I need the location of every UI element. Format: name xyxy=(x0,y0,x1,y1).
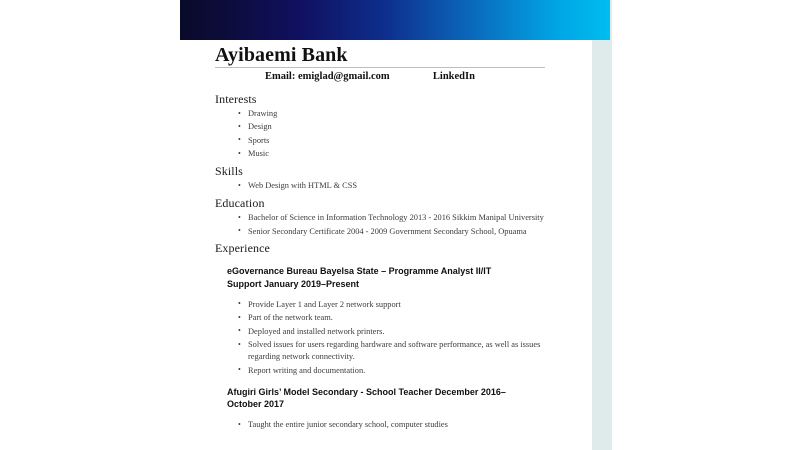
job-bullets xyxy=(227,299,555,377)
list-item: • Senior Secondary Certificate 2004 - 2009 Government Secondary School, Opuama xyxy=(238,226,555,238)
linkedin-link[interactable]: LinkedIn xyxy=(432,71,475,82)
list-item: • Web Design with HTML & CSS xyxy=(238,180,555,192)
section-heading-skills: Skills xyxy=(215,164,243,179)
job-title: Afugiri Girls’ Model Secondary - School Teacher December 2016–October 2017 xyxy=(227,386,506,410)
section-heading-education: Education xyxy=(215,196,265,211)
interests-list xyxy=(215,108,555,160)
list-item: • Part of the network team. xyxy=(238,312,555,324)
education-list xyxy=(215,212,555,237)
contact-line xyxy=(215,71,555,82)
list-item: • Bachelor of Science in Information Technology 2013 - 2016 Sikkim Manipal University xyxy=(238,212,555,224)
list-item: • Drawing xyxy=(238,108,555,120)
list-item: • Design xyxy=(238,121,555,133)
job-bullets xyxy=(227,419,555,431)
list-item: • Sports xyxy=(238,135,555,147)
list-item: • Solved issues for users regarding hardware and software performance, as well as issues regarding network connectivity. xyxy=(238,339,555,363)
email-text: Email: emiglad@gmail.com xyxy=(265,71,390,82)
experience-entry xyxy=(215,386,555,431)
experience-list xyxy=(215,265,555,431)
title-divider xyxy=(215,67,545,68)
job-title: eGovernance Bureau Bayelsa State – Programme Analyst II/IT Support January 2019–Present xyxy=(227,266,492,290)
list-item: • Report writing and documentation. xyxy=(238,365,555,377)
list-item: • Provide Layer 1 and Layer 2 network support xyxy=(238,299,555,311)
list-item: • Music xyxy=(238,148,555,160)
page-title: Ayibaemi Bank xyxy=(215,44,348,66)
header-gradient-banner xyxy=(180,0,610,40)
list-item: • Deployed and installed network printers. xyxy=(238,326,555,338)
section-heading-interests: Interests xyxy=(215,92,257,106)
resume-content xyxy=(215,44,555,432)
page-side-strip xyxy=(592,0,612,450)
skills-list xyxy=(215,180,555,192)
experience-entry xyxy=(215,265,555,376)
list-item: • Taught the entire junior secondary school, computer studies xyxy=(238,419,555,431)
section-heading-experience: Experience xyxy=(215,241,270,256)
